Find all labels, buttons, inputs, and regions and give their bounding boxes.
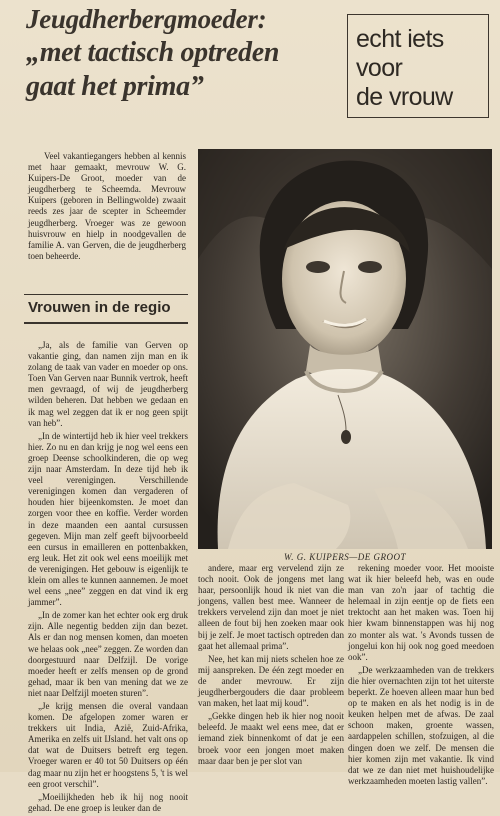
article-column-1 [28, 340, 188, 816]
paragraph: rekening moeder voor. Het mooiste wat ik hier beleefd heb, was en oude man van zo'n jaar of tachtig die helemaal in zijn eentje op de fiets een trektocht aan het maken was. Toen hij hier kwam binnenstappen was hij nog zo monter als wat. 's Avonds tussen de jongelui kon hij ook nog goed meedoen ook”. [348, 563, 494, 662]
paragraph: „Gekke dingen heb ik hier nog nooit beleefd. Je maakt wel eens mee, dat er iemand ziek binnenkomt of dat je een broek voor een jongen moet maken maar daar ben je per slot van [198, 711, 344, 766]
paragraph: „In de zomer kan het echter ook erg druk zijn. Alle negentig bedden zijn dan bezet. Als er dan nog mensen komen, dan moeten we helaas ook „nee” zeggen. Ze worden dan doorgestuurd naar Delfzijl. De vorige moeder heeft er zelfs mensen op de grond gehad, maar ik ben van mening dat we ze niet naar Delfzijl moeten sturen”. [28, 610, 188, 698]
paragraph: „Je krijg mensen die overal vandaan komen. De afgelopen zomer waren er trekkers uit India, Azië, Zuid-Afrika, Amerika en zelfs uit IJsland. het valt ons op dat wat de Duitsers betreft erg tegen. Vroeger waren er 40 tot 50 Duitsers op één dag maar nu zijn het er hoogstens 5, 't is wel een groot verschil”. [28, 701, 188, 789]
rubric-line-3: de vrouw [356, 83, 453, 111]
headline-line-2: „met tactisch optreden [26, 37, 280, 68]
section-title: Vrouwen in de regio [28, 299, 171, 316]
paragraph: „Ja, als de familie van Gerven op vakantie ging, dan namen zijn man en ik zolang de taak van vader en moeder op ons. Toen Van Gerven naar Bunnik vertrok, heeft men gevraagd, of wij de jeugdherberg wilden beheren. Dat hebben we gedaan en ik mag wel zeggen dat ik er nog geen spijt van heb”. [28, 340, 188, 428]
paragraph: „Moeilijkheden heb ik hij nog nooit gehad. De ene groep is leuker dan de [28, 791, 188, 813]
paragraph: „De werkzaamheden van de trekkers die hier overnachten zijn tot het uiterste beperkt. Ze hoeven alleen maar hun bed op te maken en als het nodig is in de keuken helpen met de afwas. De zaal schoon maken, groente wassen, aardappelen schillen, stofzuigen, al die dingen doen we zelf. De mensen die hier komen zijn met vakantie. Ik vind dat we ze dan niet met huishoudelijke werkzaamheden moeten lastig vallen”. [348, 664, 494, 786]
rubric-line-2: voor [356, 54, 403, 82]
article-column-3 [348, 563, 494, 789]
section-rule-bottom [24, 322, 188, 324]
paragraph: „In de wintertijd heb ik hier veel trekkers hier. Zo nu en dan krijg je nog wel eens een groep Deense schoolkinderen, die op weg zijn naar Amsterdam. In deze tijd heb ik veel verenigingen. Verschillende verenigingen komen dan vergaderen of houden hier bijeenkomsten. Je moet dan zorgen voor thee en koffie. Verder worden in deze maanden een aantal cursussen gegeven. Mijn man zelf geeft bijvoorbeeld een cursus in emailleren en pottenbakken, erg leuk. Het zit ook wel eens moeilijk met de verenigingen. Het gebouw is eigenlijk te klein om alles te kunnen aannemen. Je moet wel eens „nee” zeggen en dat vind ik erg jammer”. [28, 430, 188, 608]
section-heading [24, 294, 188, 324]
portrait-illustration [198, 149, 492, 549]
headline-line-1: Jeugdherbergmoeder: [26, 4, 267, 34]
headline [26, 2, 344, 104]
paragraph: andere, maar erg vervelend zijn ze toch nooit. Ook de jongens met lang haar, persoonlijk houd ik niet van die jongens, vallen best mee. Wanneer de trekkers vervelend zijn dan moet je niet alleen de fout bij hen zoeken maar ook bij je zelf. Je moet tactisch optreden dan gaat het allemaal prima”. [198, 563, 344, 651]
rubric-box [347, 14, 489, 118]
headline-line-3: gaat het prima” [26, 71, 204, 102]
rubric-line-1: echt iets [356, 25, 444, 53]
intro-text: Veel vakantiegangers hebben al kennis met haar gemaakt, mevrouw W. G. Kuipers-De Groot, moeder van de jeugdherberg te Scheemda. Mevrouw Kuipers (geboren in Bellingwolde) zwaait reeds zes jaar de scepter in Scheemder jeugdherberg. Vroeger was ze gewoon huisvrouw en hielp in noodgevallen de familie A. van Gerven, die de jeugdherberg toen beheerde. [28, 151, 186, 261]
photo-caption: W. G. KUIPERS—DE GROOT [284, 552, 406, 562]
intro-paragraph [28, 151, 186, 264]
paragraph: Nee, het kan mij niets schelen hoe ze mij aanspreken. De één zegt moeder en de ander mevrouw. Er zijn jeugdherbergouders die daar probleem van maken, het laat mij koud”. [198, 653, 344, 709]
article-column-2 [198, 563, 344, 769]
portrait-photo [198, 149, 492, 549]
